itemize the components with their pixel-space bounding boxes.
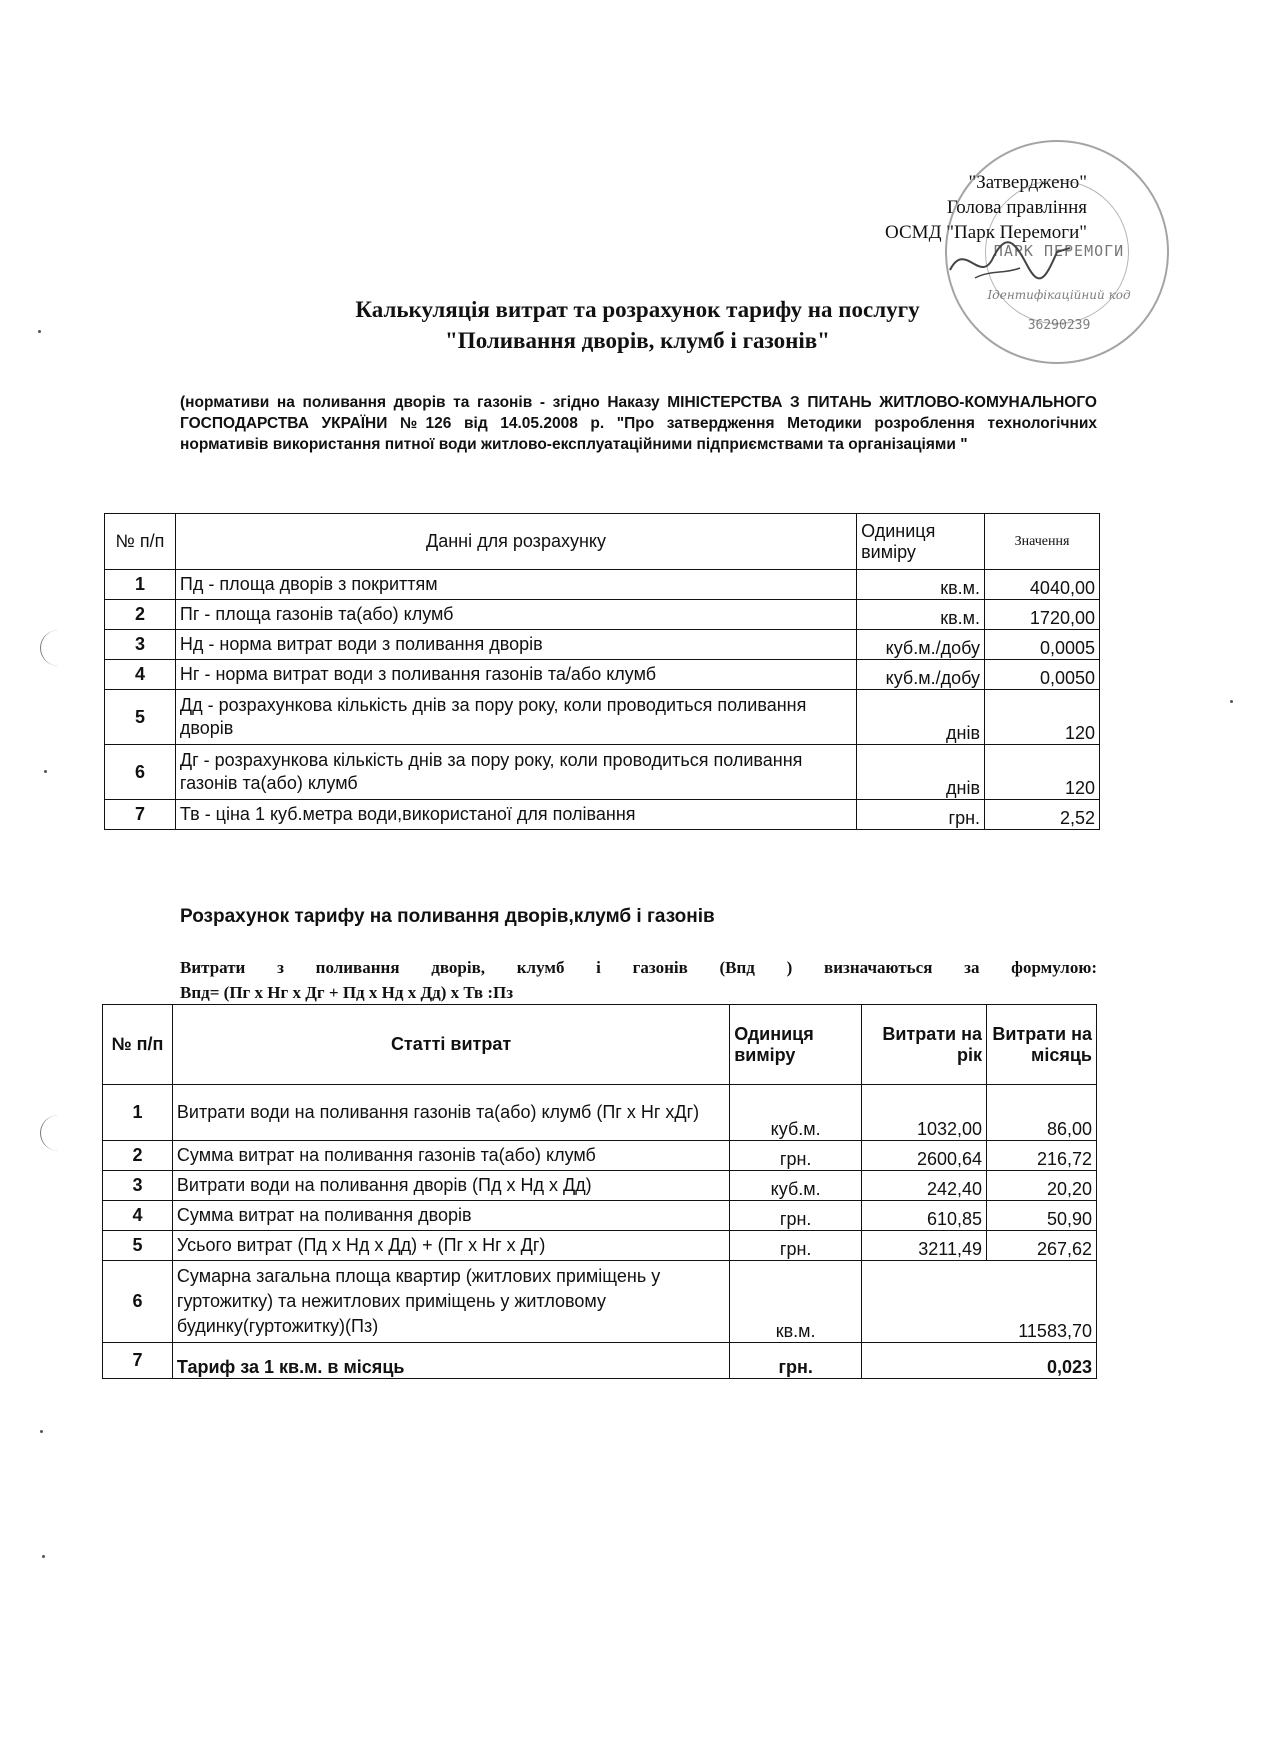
row-unit: днів [857, 745, 985, 800]
row-num: 1 [103, 1085, 173, 1141]
document-title-line2: "Поливання дворів, клумб і газонів" [445, 328, 830, 353]
row-num: 7 [103, 1343, 173, 1379]
document-title-line1: Калькуляція витрат та розрахунок тарифу на послугу [355, 297, 920, 322]
row-month: 50,90 [987, 1201, 1097, 1231]
row-desc: Усього витрат (Пд х Нд х Дд) + (Пг х Нг х Дг) [172, 1231, 729, 1261]
row-unit: куб.м. [730, 1085, 862, 1141]
header-unit: Одиниця виміру [857, 514, 985, 570]
header-year: Витрати на рік [862, 1005, 987, 1085]
scan-speck [1230, 700, 1233, 703]
row-desc: Пг - площа газонів та(або) клумб [175, 600, 856, 630]
row-value: 120 [985, 745, 1100, 800]
handwritten-signature [945, 230, 1075, 290]
seal-center-text: ПАРК ПЕРЕМОГИ [993, 242, 1125, 260]
row-unit: грн. [730, 1343, 862, 1379]
row-total-area: 11583,70 [862, 1261, 1097, 1343]
row-desc: Тв - ціна 1 куб.метра води,використаної для полівання [175, 800, 856, 830]
seal-code-label: Ідентифікаційний код [987, 288, 1131, 302]
table-row [105, 630, 1100, 660]
table-row [103, 1231, 1097, 1261]
row-unit: кв.м. [857, 570, 985, 600]
row-month: 86,00 [987, 1085, 1097, 1141]
row-year: 3211,49 [862, 1231, 987, 1261]
table-header-row [105, 514, 1100, 570]
header-num: № п/п [103, 1005, 173, 1085]
approval-line-organization: ОСМД "Парк Перемоги" [885, 222, 1087, 243]
row-unit: днів [857, 690, 985, 745]
table-row [105, 690, 1100, 745]
row-value: 4040,00 [985, 570, 1100, 600]
row-unit: куб.м. [730, 1171, 862, 1201]
row-num: 3 [105, 630, 176, 660]
table-row [105, 745, 1100, 800]
row-value: 120 [985, 690, 1100, 745]
row-num: 6 [103, 1261, 173, 1343]
row-desc: Пд - площа дворів з покриттям [175, 570, 856, 600]
scan-speck [38, 330, 41, 333]
row-month: 267,62 [987, 1231, 1097, 1261]
row-desc: Дд - розрахункова кількість днів за пору року, коли проводиться поливання дворів [175, 690, 856, 745]
scan-speck [40, 1430, 43, 1433]
table-row [103, 1171, 1097, 1201]
row-unit: грн. [857, 800, 985, 830]
header-unit: Одиниця виміру [730, 1005, 862, 1085]
formula-line2: Впд= (Пг х Нг х Дг + Пд х Нд х Дд) х Тв :Пз [180, 983, 514, 1002]
row-desc: Нд - норма витрат води з поливання дворів [175, 630, 856, 660]
row-desc: Сумма витрат на поливання дворів [172, 1201, 729, 1231]
row-desc: Нг - норма витрат води з поливання газонів та/або клумб [175, 660, 856, 690]
row-value: 1720,00 [985, 600, 1100, 630]
row-unit: кв.м. [730, 1261, 862, 1343]
row-value: 0,0050 [985, 660, 1100, 690]
row-num: 2 [105, 600, 176, 630]
row-unit: грн. [730, 1201, 862, 1231]
row-month: 216,72 [987, 1141, 1097, 1171]
formula-line1: Витрати з поливання дворів, клумб і газонів (Впд ) визначаються за формулою: [180, 958, 1097, 977]
table-row [105, 600, 1100, 630]
row-year: 1032,00 [862, 1085, 987, 1141]
approval-line-head: Голова правління [946, 197, 1087, 218]
row-desc: Сумарна загальна площа квартир (житлових приміщень у гуртожитку) та нежитлових приміщень у житловому будинку(гуртожитку)(Пз) [172, 1261, 729, 1343]
row-num: 3 [103, 1171, 173, 1201]
row-value: 0,0005 [985, 630, 1100, 660]
section-title: Розрахунок тарифу на поливання дворів,клумб і газонів [180, 906, 715, 927]
header-num: № п/п [105, 514, 176, 570]
row-tariff-value: 0,023 [862, 1343, 1097, 1379]
table-row [103, 1085, 1097, 1141]
punch-hole-mark [40, 1115, 77, 1151]
approval-line-approved: "Затверджено" [968, 172, 1087, 193]
table-row [103, 1343, 1097, 1379]
input-data-table [104, 513, 1100, 830]
row-unit: куб.м./добу [857, 630, 985, 660]
row-value: 2,52 [985, 800, 1100, 830]
punch-hole-mark [40, 630, 77, 666]
row-desc-tariff: Тариф за 1 кв.м. в місяць [172, 1343, 729, 1379]
row-month: 20,20 [987, 1171, 1097, 1201]
formula-block [180, 955, 1097, 1005]
row-unit: куб.м./добу [857, 660, 985, 690]
header-value: Значення [985, 514, 1100, 570]
row-num: 4 [103, 1201, 173, 1231]
row-num: 2 [103, 1141, 173, 1171]
row-desc: Витрати води на поливання дворів (Пд х Нд х Дд) [172, 1171, 729, 1201]
table-row [105, 800, 1100, 830]
table-row [103, 1261, 1097, 1343]
header-data: Данні для розрахунку [175, 514, 856, 570]
row-desc: Дг - розрахункова кількість днів за пору року, коли проводиться поливання газонів та(або) клумб [175, 745, 856, 800]
table-row [105, 570, 1100, 600]
row-num: 5 [103, 1231, 173, 1261]
table-header-row [103, 1005, 1097, 1085]
table-row [103, 1141, 1097, 1171]
row-unit: грн. [730, 1231, 862, 1261]
seal-code-number: 36290239 [1027, 318, 1091, 333]
row-year: 2600,64 [862, 1141, 987, 1171]
cost-calculation-table [102, 1004, 1097, 1379]
table-row [105, 660, 1100, 690]
row-num: 4 [105, 660, 176, 690]
row-num: 1 [105, 570, 176, 600]
row-unit: грн. [730, 1141, 862, 1171]
scan-speck [42, 1555, 45, 1558]
row-unit: кв.м. [857, 600, 985, 630]
header-month: Витрати на місяць [987, 1005, 1097, 1085]
row-year: 242,40 [862, 1171, 987, 1201]
row-year: 610,85 [862, 1201, 987, 1231]
row-num: 6 [105, 745, 176, 800]
row-desc: Сумма витрат на поливання газонів та(або) клумб [172, 1141, 729, 1171]
scan-speck [44, 770, 47, 773]
row-desc: Витрати води на поливання газонів та(або) клумб (Пг х Нг хДг) [172, 1085, 729, 1141]
header-item: Статті витрат [172, 1005, 729, 1085]
row-num: 7 [105, 800, 176, 830]
row-num: 5 [105, 690, 176, 745]
table-row [103, 1201, 1097, 1231]
normative-note: (нормативи на поливання дворів та газонів - згідно Наказу МІНІСТЕРСТВА З ПИТАНЬ ЖИТЛОВО-КОМУНАЛЬНОГО ГОСПОДАРСТВА УКРАЇНИ №126 від 14.05.2008 р. "Про затвердження Методики розроблення технологічних нормативів використання питної води житлово-експлуатаційними підприємствами та організаціями " [180, 394, 1097, 453]
